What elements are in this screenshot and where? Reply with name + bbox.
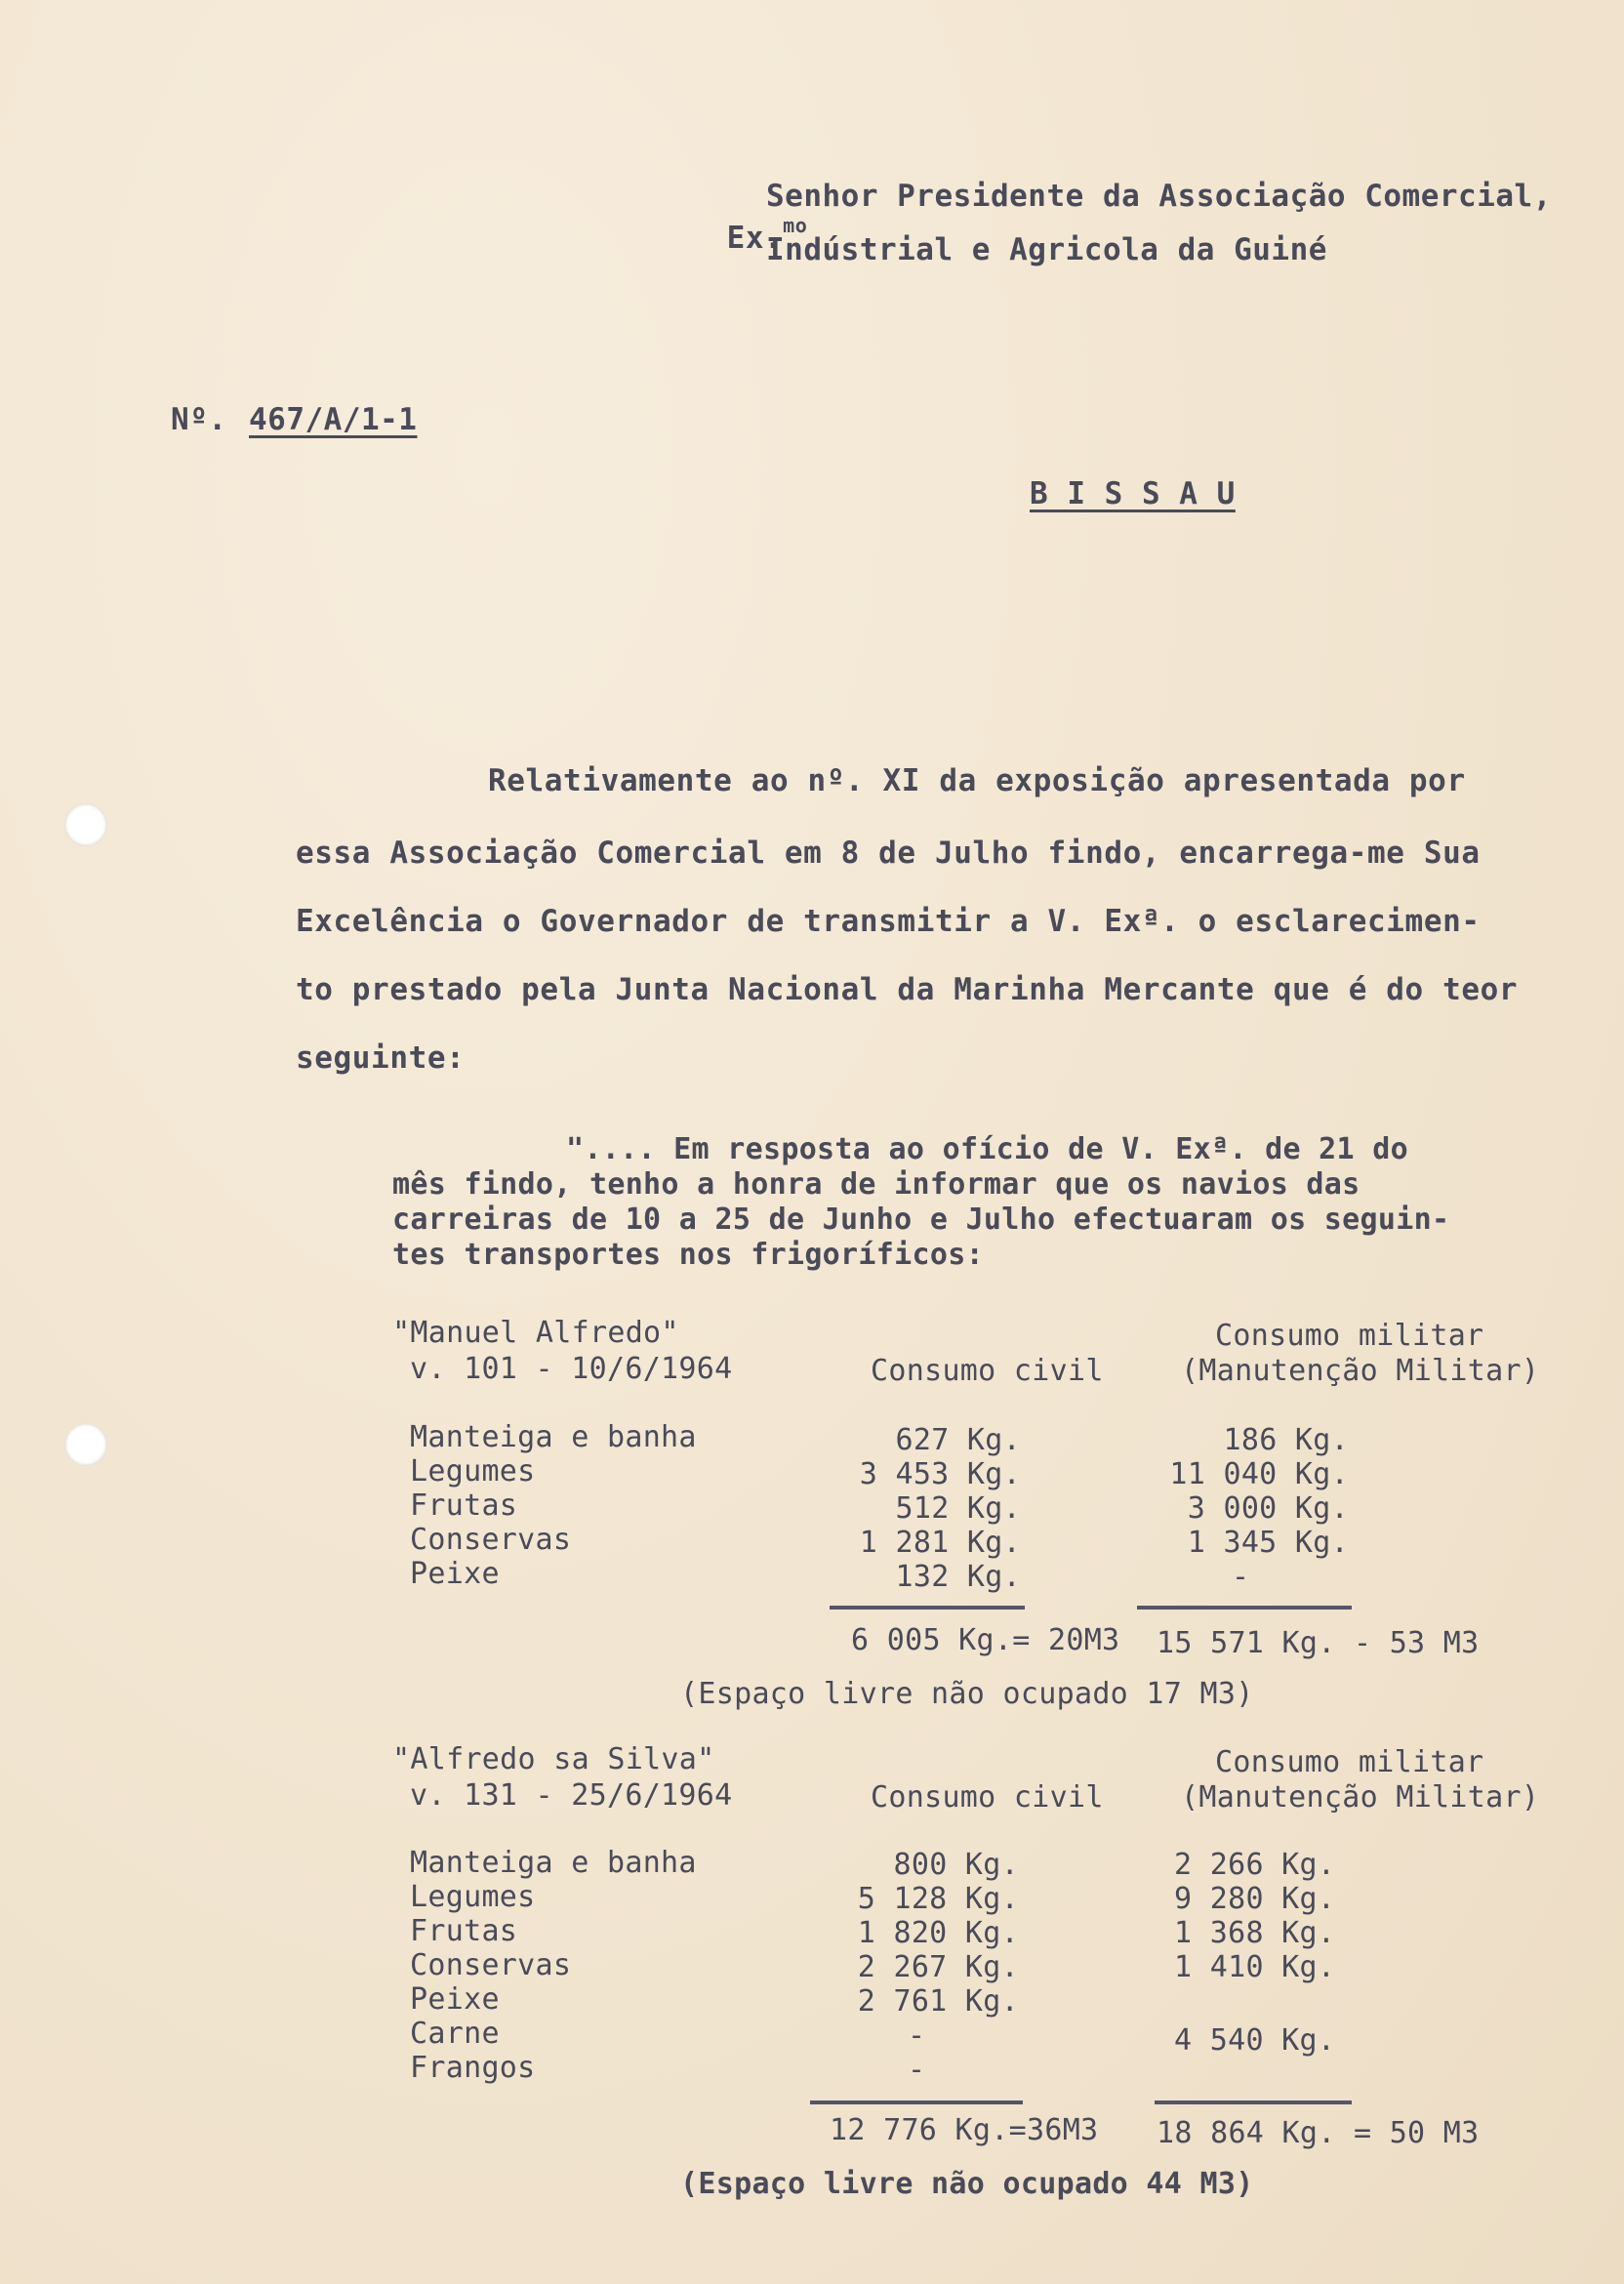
ship-1-voyage: v. 101 - 10/6/1964 <box>410 1352 733 1386</box>
punch-hole-bottom <box>64 1423 107 1466</box>
ship-2-civil-5: 2 761 Kg. <box>857 1984 1019 2019</box>
ship-2-civil-header: Consumo civil <box>871 1780 1104 1815</box>
ship-2-name: "Alfredo sa Silva" <box>392 1742 715 1776</box>
ship-2-item-6: Carne <box>410 2017 500 2051</box>
quote-line-1: ".... Em resposta ao ofício de V. Exª. de 21 do <box>566 1132 1408 1166</box>
ship-2-military-header-2: (Manutenção Militar) <box>1181 1780 1540 1815</box>
ship-1-civil-1: 627 Kg. <box>895 1423 1021 1457</box>
ship-2-military-3: 1 368 Kg. <box>1174 1916 1336 1950</box>
ship-2-item-5: Peixe <box>410 1982 500 2017</box>
body-line-1: Relativamente ao nº. XI da exposição apresentada por <box>488 763 1466 798</box>
ship-1-civil-4: 1 281 Kg. <box>859 1526 1021 1560</box>
quote-line-2: mês findo, tenho a honra de informar que os navios das <box>392 1167 1360 1202</box>
ship-1-military-header-1: Consumo militar <box>1215 1319 1484 1353</box>
ship-2-total-civil: 12 776 Kg.=36M3 <box>830 2113 1099 2147</box>
ship-2-civil-7: - <box>908 2053 926 2087</box>
ship-1-civil-3: 512 Kg. <box>895 1491 1021 1526</box>
recipient-line-2: Indústrial e Agricola da Guiné <box>766 232 1327 267</box>
reference-number: 467/A/1-1 <box>249 402 418 437</box>
salutation-superscript: mo <box>783 214 808 237</box>
ship-2-total-military: 18 864 Kg. = 50 M3 <box>1157 2116 1480 2150</box>
ship-2-item-1: Manteiga e banha <box>410 1846 697 1880</box>
recipient-line-1: Senhor Presidente da Associação Comercial, <box>766 179 1552 214</box>
ship-1-total-civil: 6 005 Kg.= 20M3 <box>851 1623 1120 1657</box>
ship-2-military-2: 9 280 Kg. <box>1174 1882 1336 1916</box>
ship-1-military-5: - <box>1232 1560 1250 1594</box>
ship-2-civil-1: 800 Kg. <box>893 1848 1019 1882</box>
ship-2-civil-4: 2 267 Kg. <box>857 1950 1019 1984</box>
ship-2-military-1: 2 266 Kg. <box>1174 1848 1336 1882</box>
ship-2-civil-6: - <box>908 2019 926 2053</box>
ship-1-military-header-2: (Manutenção Militar) <box>1181 1354 1540 1388</box>
ship-1-item-5: Peixe <box>410 1557 500 1591</box>
body-line-4: to prestado pela Junta Nacional da Marinha Mercante que é do teor <box>296 972 1519 1007</box>
ship-1-military-4: 1 345 Kg. <box>1187 1526 1349 1560</box>
salutation-prefix: Ex. <box>726 221 784 256</box>
reference-label: Nº. <box>171 402 227 437</box>
ship-1-item-4: Conservas <box>410 1523 572 1557</box>
ship-2-item-3: Frutas <box>410 1914 518 1948</box>
ship-1-total-military: 15 571 Kg. - 53 M3 <box>1157 1626 1480 1660</box>
ship-2-item-2: Legumes <box>410 1880 536 1914</box>
quote-line-4: tes transportes nos frigoríficos: <box>392 1238 984 1272</box>
ship-2-civil-3: 1 820 Kg. <box>857 1916 1019 1950</box>
ship-1-item-3: Frutas <box>410 1489 518 1523</box>
ship-1-name: "Manuel Alfredo" <box>392 1316 679 1350</box>
quote-line-3: carreiras de 10 a 25 de Junho e Julho efectuaram os seguin- <box>392 1203 1450 1237</box>
ship-1-item-1: Manteiga e banha <box>410 1420 697 1454</box>
ship-2-voyage: v. 131 - 25/6/1964 <box>410 1778 733 1813</box>
ship-2-item-7: Frangos <box>410 2051 536 2085</box>
ship-2-military-6: 4 540 Kg. <box>1174 2023 1336 2058</box>
ship-1-free-space: (Espaço livre não ocupado 17 M3) <box>680 1677 1254 1711</box>
ship-2-free-space: (Espaço livre não ocupado 44 M3) <box>680 2167 1254 2201</box>
ship-1-military-3: 3 000 Kg. <box>1187 1491 1349 1526</box>
ship-2-civil-rule <box>810 2100 1023 2104</box>
ship-2-military-4: 1 410 Kg. <box>1174 1950 1336 1984</box>
ship-1-civil-2: 3 453 Kg. <box>859 1457 1021 1491</box>
ship-1-military-1: 186 Kg. <box>1223 1423 1349 1457</box>
ship-1-item-2: Legumes <box>410 1454 536 1489</box>
city-heading: B I S S A U <box>1030 476 1236 511</box>
ship-1-civil-5: 132 Kg. <box>895 1560 1021 1594</box>
ship-2-item-4: Conservas <box>410 1948 572 1982</box>
ship-1-military-2: 11 040 Kg. <box>1169 1457 1349 1491</box>
ship-1-civil-header: Consumo civil <box>871 1354 1104 1388</box>
body-line-5: seguinte: <box>296 1040 466 1076</box>
ship-1-civil-rule <box>830 1606 1025 1610</box>
ship-1-military-rule <box>1137 1606 1352 1610</box>
ship-2-civil-2: 5 128 Kg. <box>857 1882 1019 1916</box>
ship-2-military-header-1: Consumo militar <box>1215 1745 1484 1779</box>
body-line-2: essa Associação Comercial em 8 de Julho findo, encarrega-me Sua <box>296 836 1481 871</box>
body-line-3: Excelência o Governador de transmitir a V. Exª. o esclarecimen- <box>296 904 1481 939</box>
punch-hole-top <box>64 803 107 846</box>
ship-2-military-rule <box>1155 2100 1352 2104</box>
